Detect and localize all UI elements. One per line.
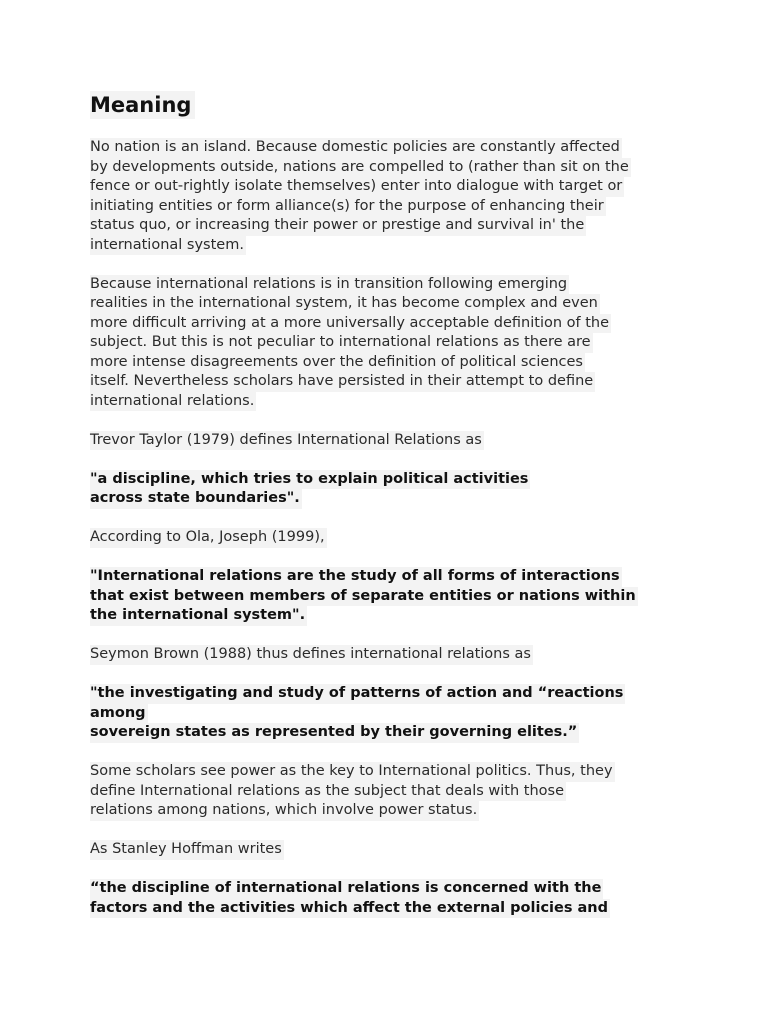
text-line: Seymon Brown (1988) thus defines international relations as [90,645,533,665]
quote-line: sovereign states as represented by their governing elites.” [90,723,579,743]
quote-line: that exist between members of separate entities or nations within [90,587,638,607]
text-line: subject. But this is not peculiar to international relations as there are [90,333,593,353]
body-paragraph [90,528,690,548]
text-line: According to Ola, Joseph (1999), [90,528,327,548]
document-content [90,91,690,938]
text-line: fence or out-rightly isolate themselves) enter into dialogue with target or [90,177,624,197]
body-paragraph [90,645,690,665]
body-paragraph [90,431,690,451]
paragraph-container [90,138,690,918]
text-line: As Stanley Hoffman writes [90,840,284,860]
quote-line: "International relations are the study of all forms of interactions [90,567,622,587]
quote-line: the international system". [90,606,307,626]
quote-line: among [90,704,148,724]
text-line: Some scholars see power as the key to International politics. Thus, they [90,762,615,782]
text-line: Trevor Taylor (1979) defines International Relations as [90,431,484,451]
body-paragraph [90,840,690,860]
body-paragraph [90,762,690,821]
text-line: initiating entities or form alliance(s) for the purpose of enhancing their [90,197,606,217]
text-line: by developments outside, nations are compelled to (rather than sit on the [90,158,631,178]
text-line: No nation is an island. Because domestic policies are constantly affected [90,138,622,158]
quote-paragraph [90,567,690,626]
text-line: Because international relations is in transition following emerging [90,275,569,295]
text-line: international relations. [90,392,256,412]
quote-line: "the investigating and study of patterns of action and “reactions [90,684,625,704]
text-line: status quo, or increasing their power or prestige and survival in' the [90,216,586,236]
quote-paragraph [90,879,690,918]
text-line: itself. Nevertheless scholars have persisted in their attempt to define [90,372,595,392]
quote-line: "a discipline, which tries to explain political activities [90,470,530,490]
text-line: relations among nations, which involve power status. [90,801,479,821]
text-line: more intense disagreements over the definition of political sciences [90,353,585,373]
quote-line: factors and the activities which affect the external policies and [90,899,610,919]
quote-line: across state boundaries". [90,489,302,509]
text-line: realities in the international system, it has become complex and even [90,294,600,314]
text-line: define International relations as the subject that deals with those [90,782,566,802]
body-paragraph [90,275,690,412]
quote-line: “the discipline of international relations is concerned with the [90,879,603,899]
text-line: more difficult arriving at a more universally acceptable definition of the [90,314,611,334]
quote-paragraph [90,470,690,509]
text-line: international system. [90,236,246,256]
body-paragraph [90,138,690,255]
quote-paragraph [90,684,690,743]
section-heading: Meaning [90,91,195,119]
